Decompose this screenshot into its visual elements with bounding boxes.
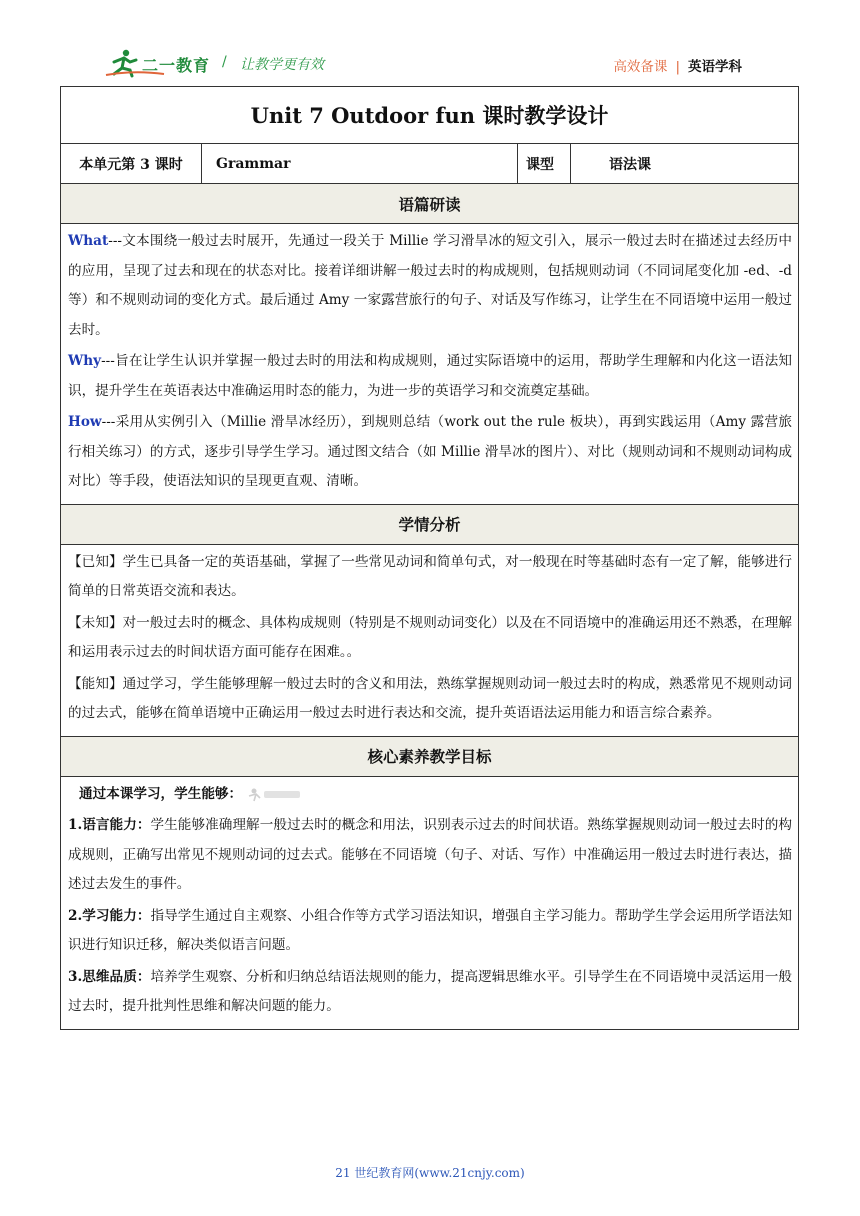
goal-1 <box>68 811 792 900</box>
header-separator: | <box>675 59 680 75</box>
how-paragraph <box>68 408 792 497</box>
header-right <box>613 55 742 75</box>
unknown-paragraph: 【未知】对一般过去时的概念、具体构成规则（特别是不规则动词变化）以及在不同语境中的准确运用还不熟悉，在理解和运用表示过去的时间状语方面可能存在困难。。 <box>68 614 792 660</box>
why-paragraph <box>68 347 792 406</box>
section-analysis-content <box>61 545 798 737</box>
section-goals-content <box>61 777 798 1029</box>
page-header <box>0 0 860 90</box>
header-label-subject: 英语学科 <box>688 59 742 75</box>
goals-intro <box>68 780 792 810</box>
header-label-prep: 高效备课 <box>613 59 668 75</box>
section-reading-content <box>61 224 798 505</box>
goal-2 <box>68 902 792 961</box>
what-text: ---文本围绕一般过去时展开，先通过一段关于 Millie 学习滑旱冰的短文引入，展示一般过去时在描述过去经历中的应用，呈现了过去和现在的状态对比。接着详细讲解一般过去时的构成规则，包括规则动词（不同词尾变化加 -ed、-d 等）和不规则动词的变化方式。最后通过 Amy 一家露营旅行的句子、对话及写作练习，让学生在不同语境中运用一般过去时。 <box>68 233 792 338</box>
what-paragraph <box>68 227 792 345</box>
doc-title: Unit 7 Outdoor fun 课时教学设计 <box>61 87 798 144</box>
watermark-logo-icon <box>246 786 304 802</box>
able-paragraph: 【能知】通过学习，学生能够理解一般过去时的含义和用法，熟练掌握规则动词一般过去时的构成，熟悉常见不规则动词的过去式，能够在简单语境中正确运用一般过去时进行表达和交流，提升英语语法运用能力和语言综合素养。 <box>68 675 792 721</box>
header-slogan: 让教学更有效 <box>240 57 324 73</box>
header-slash: / <box>222 54 227 70</box>
goal-1-label: 1.语言能力： <box>68 817 151 833</box>
logo-text: 二一教育 <box>142 56 211 75</box>
how-text: ---采用从实例引入（Millie 滑旱冰经历），到规则总结（work out the rule 板块），再到实践运用（Amy 露营旅行相关练习）的方式，逐步引导学生学习。通过图文结合（如 Millie 滑旱冰的图片）、对比（规则动词和不规则动词构成对比）等手段，使语法知识的呈现更直观、清晰。 <box>68 414 792 489</box>
section-heading-reading: 语篇研读 <box>61 184 798 224</box>
why-text: ---旨在让学生认识并掌握一般过去时的用法和构成规则，通过实际语境中的运用，帮助学生理解和内化这一语法知识，提升学生在英语表达中准确运用时态的能力，为进一步的英语学习和交流奠定基础。 <box>68 353 792 399</box>
lesson-type-value: 语法课 <box>609 156 651 173</box>
goal-3-label: 3.思维品质： <box>68 968 151 985</box>
page-footer: 21 世纪教育网(www.21cnjy.com) <box>335 1166 525 1180</box>
section-heading-goals: 核心素养教学目标 <box>61 737 798 777</box>
info-row <box>61 144 798 184</box>
goals-intro-text: 通过本课学习，学生能够： <box>79 785 243 802</box>
why-keyword: Why <box>68 353 102 369</box>
goal-2-text: 指导学生通过自主观察、小组合作等方式学习语法知识，增强自主学习能力。帮助学生学会运用所学语法知识进行知识迁移，解决类似语言问题。 <box>68 907 792 953</box>
what-keyword: What <box>68 233 109 249</box>
goal-1-text: 学生能够准确理解一般过去时的概念和用法，识别表示过去的时间状语。熟练掌握规则动词一般过去时的构成规则，正确写出常见不规则动词的过去式。能够在不同语境（句子、对话、写作）中准确运用一般过去时进行表达，描述过去发生的事件。 <box>68 817 792 892</box>
lesson-plan-table <box>60 86 799 1030</box>
lesson-topic: Grammar <box>202 144 518 183</box>
goal-3-text: 培养学生观察、分析和归纳总结语法规则的能力，提高逻辑思维水平。引导学生在不同语境中灵活运用一般过去时，提升批判性思维和解决问题的能力。 <box>68 968 792 1014</box>
goal-2-label: 2.学习能力： <box>68 907 151 924</box>
lesson-type-label: 课型 <box>518 144 571 183</box>
how-keyword: How <box>68 414 102 430</box>
goal-3 <box>68 963 792 1022</box>
section-heading-analysis: 学情分析 <box>61 505 798 545</box>
known-paragraph: 【已知】学生已具备一定的英语基础，掌握了一些常见动词和简单句式，对一般现在时等基础时态有一定了解，能够进行简单的日常英语交流和表达。 <box>68 553 792 599</box>
lesson-number: 本单元第 3 课时 <box>61 144 202 183</box>
